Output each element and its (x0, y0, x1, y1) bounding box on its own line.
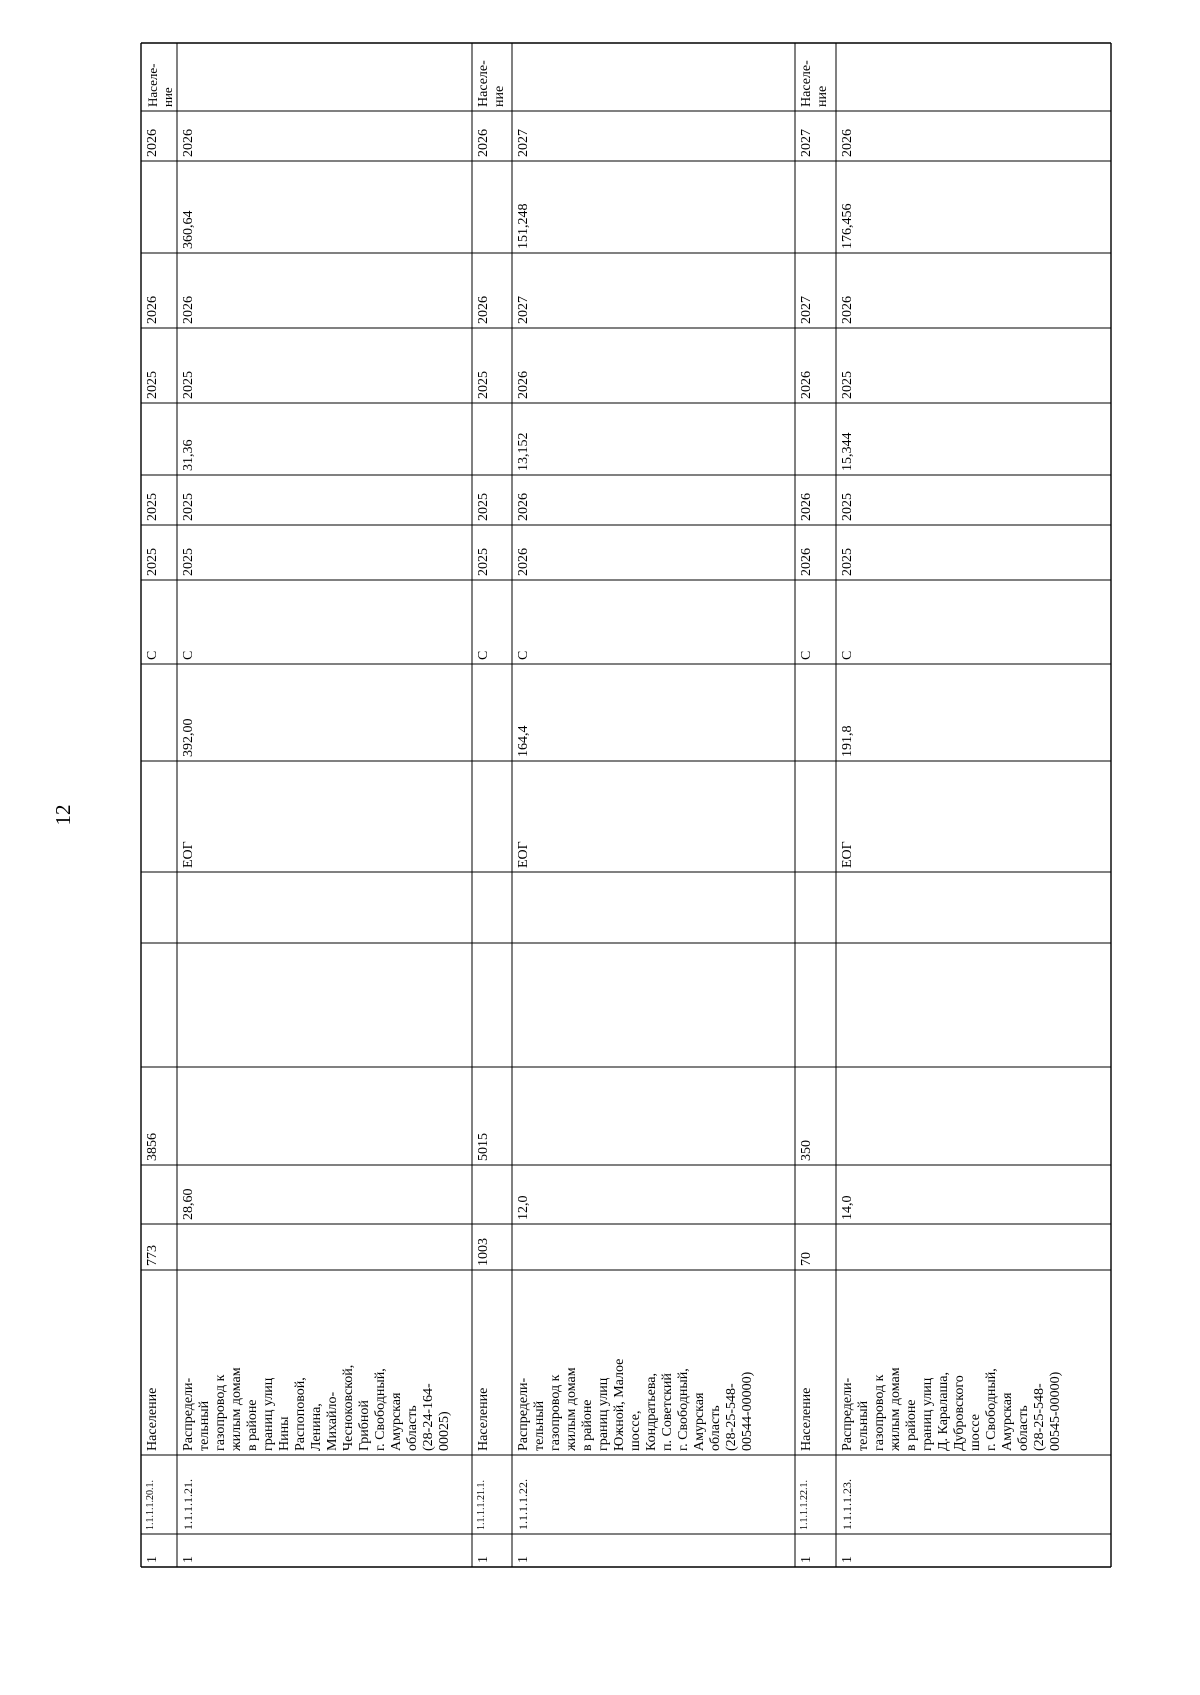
table-cell-text: Население (799, 1387, 814, 1451)
table-cell-text: 191,8 (840, 725, 855, 757)
table-cell-text: 2026 (516, 371, 531, 399)
table-cell-text: 2025 (145, 493, 160, 521)
table-cell-text: 350 (799, 1140, 814, 1161)
table-cell-text: Населе- ние (476, 60, 507, 107)
table-cell-text: 31,36 (181, 439, 196, 471)
table-cell-text: 151,248 (516, 203, 531, 249)
table-cell-text: 1003 (476, 1238, 491, 1266)
table-cell-text: 28,60 (181, 1188, 196, 1220)
table-cell-text: ЕОГ (181, 841, 196, 868)
table-cell-text: Население (476, 1387, 491, 1451)
table-cell-text: 176,456 (840, 203, 855, 249)
table-cell-text: 2027 (516, 296, 531, 324)
table-cell-text: Население (145, 1387, 160, 1451)
table-cell-text: С (840, 650, 855, 660)
table-cell-text: 2025 (840, 493, 855, 521)
table-cell-text: 2025 (840, 371, 855, 399)
table-cell-text: Распредели- тельный газопровод к жилым домам в районе границ улиц Южной, Малое шоссе, Кондратьева, п. Советский г. Свободный, Амурская область (28-25-548- 00544-00000) (516, 1358, 755, 1451)
table-cell-text: 2025 (840, 548, 855, 576)
table-cell-text: С (516, 650, 531, 660)
table-cell-text: 2026 (516, 493, 531, 521)
table-cell-text: 1 (516, 1556, 531, 1563)
table-cell-text: Населе- ние (799, 60, 830, 107)
table-cell-text: 1.1.1.1.23. (840, 1479, 854, 1530)
table-cell-text: 392,00 (181, 718, 196, 757)
table-cell-text: 2025 (145, 548, 160, 576)
table-cell-text: 2025 (145, 371, 160, 399)
table-cell-text: 2027 (799, 129, 814, 157)
table-cell-text: 2026 (145, 129, 160, 157)
table-cell-text: 2027 (799, 296, 814, 324)
table-cell-text: Населе- ние (145, 63, 175, 107)
table-cell-text: 2026 (476, 129, 491, 157)
table-cell-text: 2026 (181, 296, 196, 324)
table-cell-text: С (476, 650, 491, 660)
table-cell-text: Распредели- тельный газопровод к жилым домам в районе границ улиц Нины Распоповой, Ленина, Михайло- Чесноковской, Грибной г. Свободный, Амурская область (28-24-164- 00025) (181, 1364, 452, 1451)
table-cell-text: 2026 (476, 296, 491, 324)
table-cell-text: С (181, 650, 196, 660)
table-cell-text: 2026 (145, 296, 160, 324)
table-cell-text: 1.1.1.1.22. (516, 1479, 530, 1530)
table-cell-text: 3856 (145, 1133, 160, 1161)
table-cell-text: 13,152 (516, 432, 531, 471)
table-cell-text: 70 (799, 1252, 814, 1266)
table-cell-text: 2025 (181, 371, 196, 399)
table-cell-text: 1.1.1.1.20.1. (145, 1480, 156, 1530)
table-cell-text: 2026 (799, 371, 814, 399)
table-cell-text: 14,0 (840, 1195, 855, 1220)
table-cell-text: 360,64 (181, 210, 196, 249)
table-cell-text: 2026 (516, 548, 531, 576)
table-cell-text: 1 (799, 1556, 814, 1563)
table-cell-text: 2025 (476, 548, 491, 576)
table-cell-text: С (799, 650, 814, 660)
table-cell-text: 1 (476, 1556, 491, 1563)
table-cell-text: Распредели- тельный газопровод к жилым домам в районе границ улиц Д. Каралаша, Дубровского шоссе г. Свободный, Амурская область (28-25-548- 00545-00000) (840, 1367, 1063, 1451)
table-cells (141, 43, 1111, 1567)
table-cell-text: 2027 (516, 129, 531, 157)
table-cell-text: 1.1.1.1.21.1. (476, 1480, 487, 1530)
table-cell-text: 2026 (840, 296, 855, 324)
table-cell-text: С (145, 650, 160, 660)
table-cell-text: 2025 (181, 493, 196, 521)
table-cell-text: 15,344 (840, 432, 855, 471)
table-cell-text: 2025 (181, 548, 196, 576)
table-cell-text: 12,0 (516, 1195, 531, 1220)
table-cell-text: ЕОГ (840, 841, 855, 868)
table-cell-text: 773 (145, 1245, 160, 1266)
table-cell-text: 2025 (476, 371, 491, 399)
table-cell-text: 1.1.1.1.22.1. (799, 1480, 810, 1530)
table-cell-text: 2026 (799, 548, 814, 576)
table-cell-text: 5015 (476, 1133, 491, 1161)
table-cell-text: 2026 (181, 129, 196, 157)
table-cell-text: 2025 (476, 493, 491, 521)
table-cell-text: 164,4 (516, 725, 531, 757)
table-cell-text: 2026 (799, 493, 814, 521)
table-cell-text: 1 (145, 1556, 160, 1563)
investment-program-table (141, 43, 1111, 1567)
table-cell-text: 2026 (840, 129, 855, 157)
table-cell-text: ЕОГ (516, 841, 531, 868)
table-cell-text: 1 (181, 1556, 196, 1563)
table-cell-text: 1.1.1.1.21. (181, 1479, 195, 1530)
table-cell-text: 1 (840, 1556, 855, 1563)
page-number: 12 (51, 804, 75, 826)
